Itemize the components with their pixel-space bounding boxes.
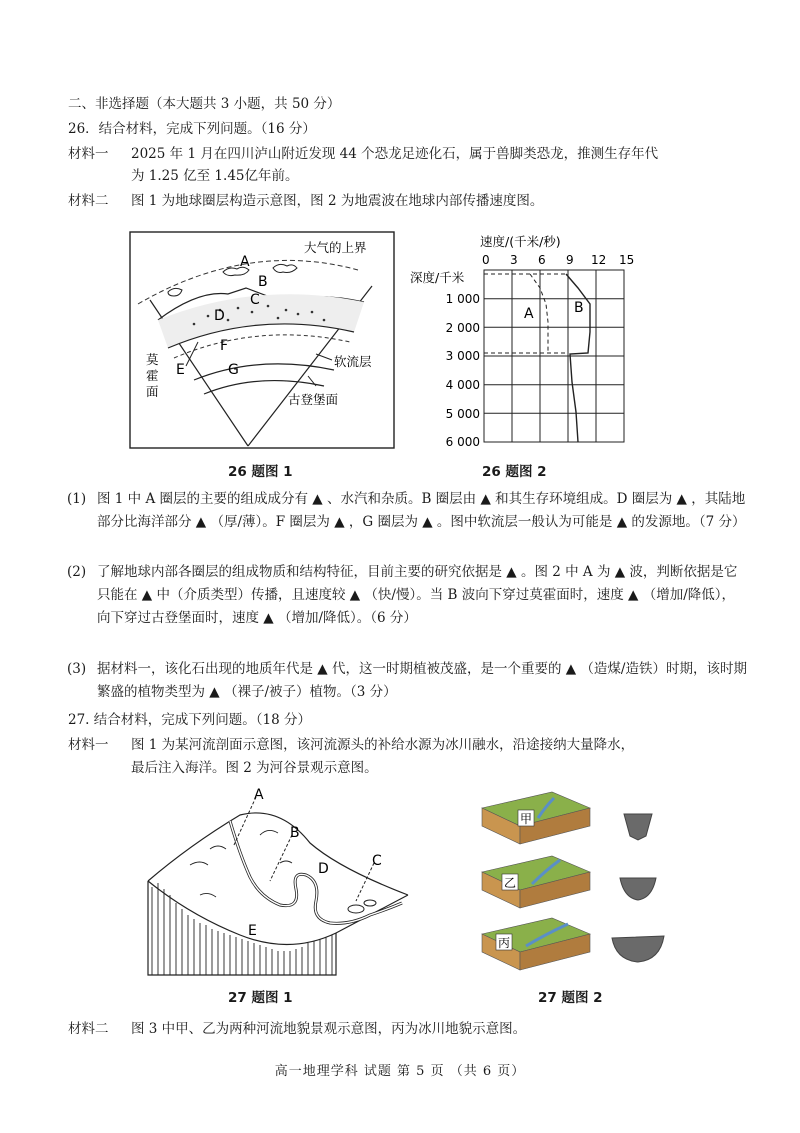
q26-sub1: (1) 图 1 中 A 圈层的主要的组成成分有 ▲ 、水汽和杂质。B 圈层由 ▲ 和其生存环境组成。D 圈层为 ▲ ，其陆地部分比海洋部分 ▲ （厚/薄）。F 圈层为 ▲ ，G 圈层为 ▲ 。图中软流层一般认为可能是 ▲ 的发源地。（7 分）: [67, 488, 747, 534]
river-label-a: A: [254, 787, 264, 803]
section-header: 二、非选择题（本大题共 3 小题，共 50 分）: [68, 96, 341, 112]
layer-f-label: F: [220, 338, 229, 354]
fig26-1-caption: 26 题图 1: [228, 464, 293, 480]
q26-sub2: (2) 了解地球内部各圈层的组成物质和结构特征，目前主要的研究依据是 ▲ 。图 2 中 A 为 ▲ 波，判断依据是它只能在 ▲ 中（介质类型）传播，且速度较 ▲ （快/慢）。当 B 波向下穿过莫霍面时，速度 ▲ （增加/降低），向下穿过古登堡面时，速度 ▲ （增加/降低）。（6 分）: [67, 561, 747, 630]
x-axis-title: 速度/(千米/秒): [480, 234, 561, 249]
valley-block-yi: [482, 856, 590, 908]
svg-text:5 000: 5 000: [445, 407, 480, 421]
fig27-1-river-profile: [130, 785, 422, 981]
svg-text:3 000: 3 000: [445, 349, 480, 363]
fig27-2-valleys: [476, 788, 694, 984]
svg-text:9: 9: [566, 253, 574, 267]
q26-sub3: (3) 据材料一，该化石出现的地质年代是 ▲ 代，这一时期植被茂盛，是一个重要的 ▲ （造煤/造铁）时期，该时期繁盛的植物类型为 ▲ （裸子/被子）植物。（3 分）: [67, 658, 747, 704]
layer-b-label: B: [258, 274, 268, 290]
moho-label-2: 霍: [146, 368, 159, 383]
wave-a-label: A: [524, 306, 534, 322]
y-axis-title: 深度/千米: [410, 270, 465, 285]
river-label-b: B: [290, 825, 300, 841]
fig26-1-earth-spheres: [128, 230, 398, 452]
valley-block-jia: [482, 792, 590, 844]
moho-label-1: 莫: [146, 352, 159, 367]
svg-text:1 000: 1 000: [445, 292, 480, 306]
svg-text:0: 0: [482, 253, 490, 267]
fig26-2-seismic-chart: [406, 232, 656, 454]
q26-heading: 26．结合材料，完成下列问题。（16 分）: [68, 121, 316, 137]
q26-material1-text: 2025 年 1 月在四川泸山附近发现 44 个恐龙足迹化石，属于兽脚类恐龙，推测生存年代: [131, 146, 659, 162]
fig27-2-caption: 27 题图 2: [538, 990, 603, 1006]
river-label-c: C: [372, 853, 382, 869]
layer-e-label: E: [176, 362, 185, 378]
gutenberg-label: 古登堡面: [288, 392, 339, 407]
svg-text:12: 12: [591, 253, 607, 267]
river-label-d: D: [318, 861, 329, 877]
q26-material1-label: 材料一: [68, 146, 109, 162]
svg-text:6 000: 6 000: [445, 435, 480, 449]
asthenosphere-label: 软流层: [334, 354, 372, 369]
q26-sub1-text: 图 1 中 A 圈层的主要的组成成分有 ▲ 、水汽和杂质。B 圈层由 ▲ 和其生存环境组成。D 圈层为 ▲ ，其陆地部分比海洋部分 ▲ （厚/薄）。F 圈层为 ▲ ，G 圈层为 ▲ 。图中软流层一般认为可能是 ▲ 的发源地。（7 分）: [97, 491, 746, 530]
svg-text:6: 6: [538, 253, 546, 267]
q26-material2-label: 材料二: [68, 193, 109, 209]
q27-heading: 27. 结合材料，完成下列问题。（18 分）: [68, 712, 311, 728]
moho-label-3: 面: [146, 384, 159, 399]
q26-sub3-text: 据材料一，该化石出现的地质年代是 ▲ 代，这一时期植被茂盛，是一个重要的 ▲ （造煤/造铁）时期，该时期繁盛的植物类型为 ▲ （裸子/被子）植物。（3 分）: [97, 661, 747, 700]
valley-label-bing: 丙: [498, 936, 511, 950]
q27-material1-text-cont: 最后注入海洋。图 2 为河谷景观示意图。: [131, 760, 378, 776]
valley-label-jia: 甲: [520, 812, 533, 826]
layer-c-label: C: [250, 292, 260, 308]
atmos-boundary-label: 大气的上界: [304, 240, 367, 255]
layer-g-label: G: [228, 362, 239, 378]
valley-block-bing: [482, 918, 590, 970]
q27-material2-label: 材料二: [68, 1021, 109, 1037]
q26-material2-text: 图 1 为地球圈层构造示意图，图 2 为地震波在地球内部传播速度图。: [131, 193, 544, 209]
river-label-e: E: [248, 923, 257, 939]
layer-a-label: A: [240, 254, 250, 270]
q27-material1-label: 材料一: [68, 737, 109, 753]
valley-label-yi: 乙: [504, 876, 517, 890]
page-footer: 高一地理学科 试题 第 5 页 （共 6 页）: [274, 1064, 526, 1079]
svg-text:4 000: 4 000: [445, 378, 480, 392]
svg-text:3: 3: [510, 253, 518, 267]
q26-sub2-text: 了解地球内部各圈层的组成物质和结构特征，目前主要的研究依据是 ▲ 。图 2 中 A 为 ▲ 波，判断依据是它只能在 ▲ 中（介质类型）传播，且速度较 ▲ （快/慢）。当 B 波向下穿过莫霍面时，速度 ▲ （增加/降低），向下穿过古登堡面时，速度 ▲ （增加/降低）。（6 分）: [97, 564, 738, 626]
q26-material1-text-cont: 为 1.25 亿至 1.45亿年前。: [131, 168, 299, 184]
fig26-2-caption: 26 题图 2: [482, 464, 547, 480]
fig27-1-caption: 27 题图 1: [228, 990, 293, 1006]
svg-text:2 000: 2 000: [445, 321, 480, 335]
svg-text:15: 15: [619, 253, 635, 267]
q27-material2-text: 图 3 中甲、乙为两种河流地貌景观示意图，丙为冰川地貌示意图。: [131, 1021, 527, 1037]
wave-b-label: B: [574, 300, 584, 316]
q27-material1-text: 图 1 为某河流剖面示意图，该河流源头的补给水源为冰川融水，沿途接纳大量降水，: [131, 737, 635, 753]
layer-d-label: D: [214, 308, 225, 324]
